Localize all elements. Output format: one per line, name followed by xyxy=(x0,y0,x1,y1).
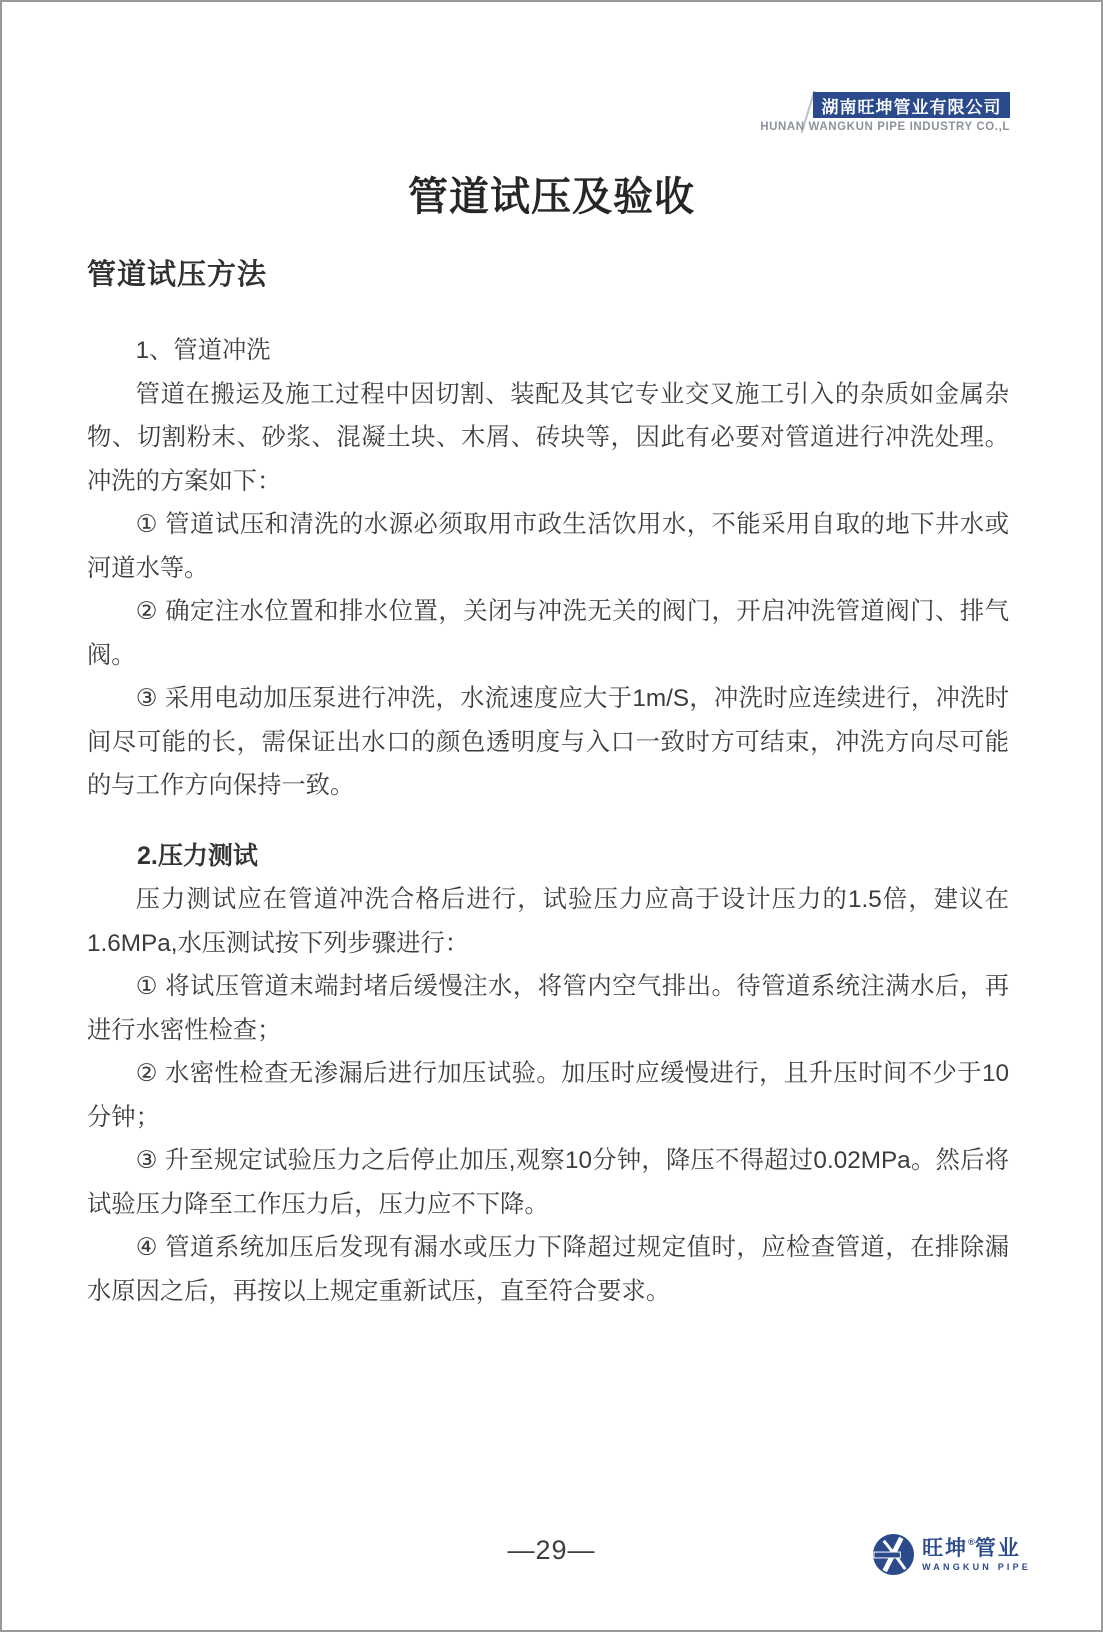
list-item-1: ① 管道试压和清洗的水源必须取用市政生活饮用水，不能采用自取的地下井水或河道水等。 xyxy=(87,511,1009,582)
company-name-zh: 湖南旺坤管业有限公司 xyxy=(821,97,1002,117)
document-body xyxy=(87,329,1009,1313)
list-item-4: ④ 管道系统加压后发现有漏水或压力下降超过规定值时，应检查管道，在排除漏水原因之后，再按以上规定重新试压，直至符合要求。 xyxy=(87,1234,1009,1305)
list-item-1: ① 将试压管道末端封堵后缓慢注水，将管内空气排出。待管道系统注满水后，再进行水密性检查； xyxy=(87,973,1009,1044)
subsection-2-heading: 2.压力测试 xyxy=(137,841,258,870)
footer-logo-name-zh: 旺坤®管业 xyxy=(922,1536,1021,1560)
footer-logo-text xyxy=(922,1538,1031,1572)
paragraph: 管道在搬运及施工过程中因切割、装配及其它专业交叉施工引入的杂质如金属杂物、切割粉末、砂浆、混凝土块、木屑、砖块等，因此有必要对管道进行冲洗处理。冲洗的方案如下： xyxy=(87,380,1009,495)
paragraph: 压力测试应在管道冲洗合格后进行，试验压力应高于设计压力的1.5倍，建议在1.6MPa,水压测试按下列步骤进行： xyxy=(87,886,1009,957)
list-item-3: ③ 升至规定试验压力之后停止加压,观察10分钟，降压不得超过0.02MPa。然后将试验压力降至工作压力后，压力应不下降。 xyxy=(87,1147,1009,1218)
registered-trademark-icon: ® xyxy=(968,1536,975,1547)
list-item-2: ② 确定注水位置和排水位置，关闭与冲洗无关的阀门，开启冲洗管道阀门、排气阀。 xyxy=(87,598,1009,669)
company-name-badge xyxy=(813,92,1010,118)
page-number: —29— xyxy=(507,1535,596,1565)
footer-logo xyxy=(872,1533,1031,1576)
section-heading: 管道试压方法 xyxy=(87,259,268,291)
list-item-2: ② 水密性检查无渗漏后进行加压试验。加压时应缓慢进行，且升压时间不少于10分钟； xyxy=(87,1060,1009,1131)
company-name-en: HUNAN WANGKUN PIPE INDUSTRY CO.,L xyxy=(760,121,1010,133)
subsection-1-heading: 1、管道冲洗 xyxy=(135,337,271,364)
wangkun-logo-icon xyxy=(872,1533,915,1576)
list-item-3: ③ 采用电动加压泵进行冲洗，水流速度应大于1m/S，冲洗时应连续进行，冲洗时间尽可能的长，需保证出水口的颜色透明度与入口一致时方可结束，冲洗方向尽可能的与工作方向保持一致。 xyxy=(87,685,1009,799)
footer-logo-name-en: WANGKUN PIPE xyxy=(922,1561,1031,1572)
page-title: 管道试压及验收 xyxy=(408,175,695,219)
